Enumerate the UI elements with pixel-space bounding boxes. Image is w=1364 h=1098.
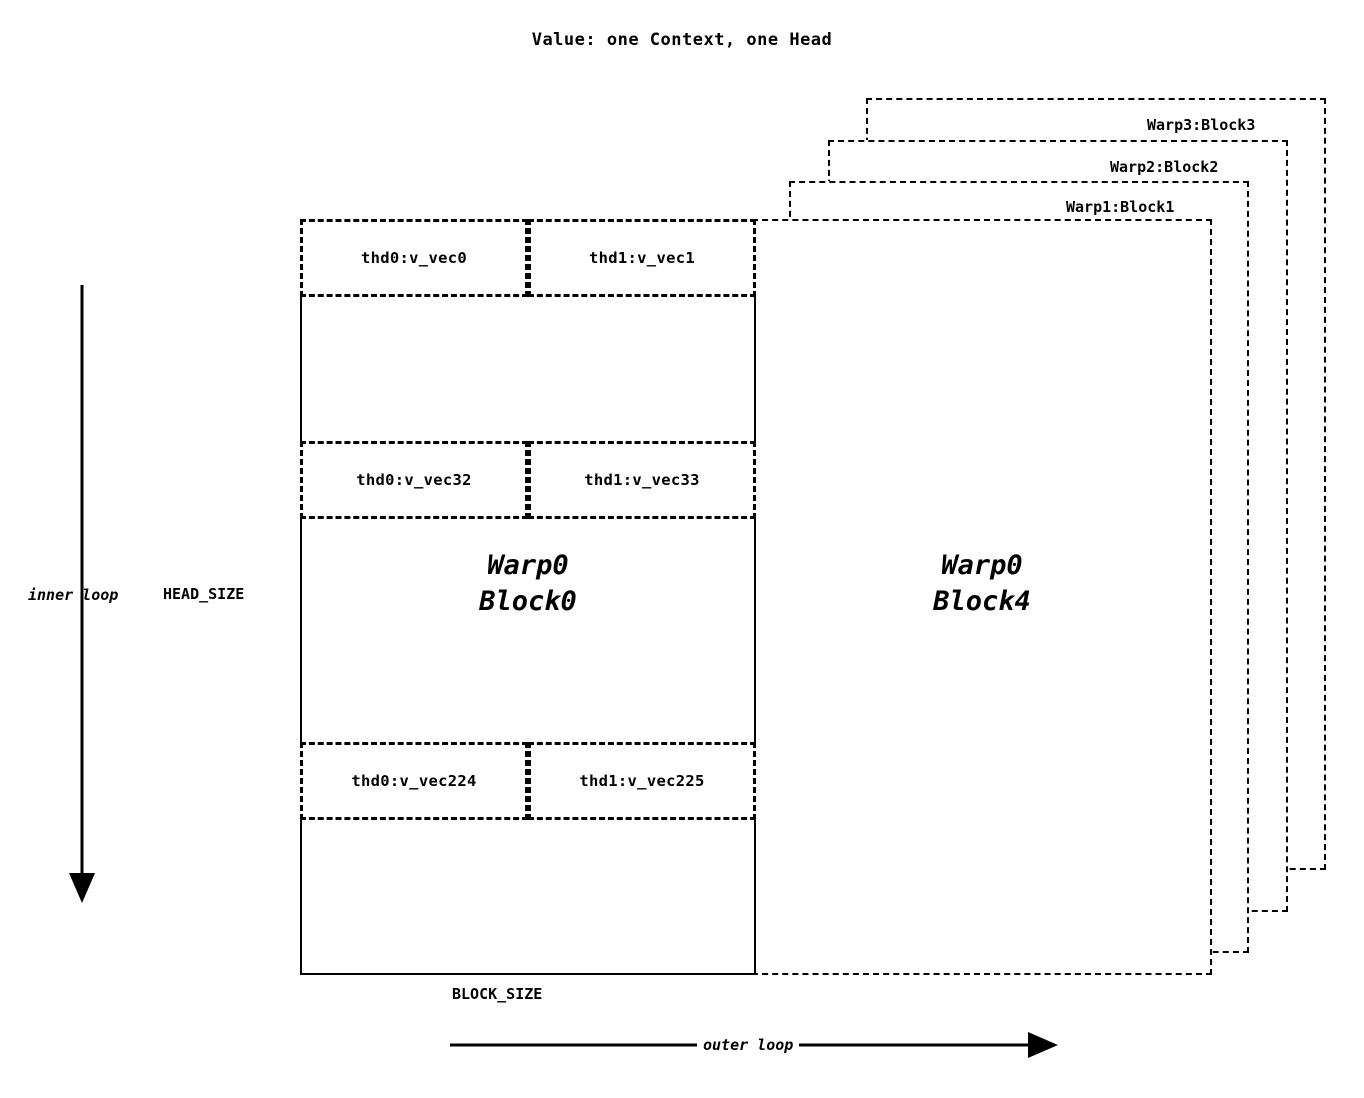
back-block-1-label: Warp1:Block1 <box>1066 198 1175 216</box>
block-size-label: BLOCK_SIZE <box>452 985 543 1003</box>
front-block-warp-label: Warp0 <box>941 550 1023 581</box>
thread-cell: thd1:v_vec1 <box>528 219 756 297</box>
outer-loop-label: outer loop <box>697 1036 799 1054</box>
head-size-label: HEAD_SIZE <box>163 585 245 603</box>
thread-cell: thd0:v_vec0 <box>300 219 528 297</box>
back-block-2-label: Warp2:Block2 <box>1110 158 1219 176</box>
main-block-warp-label: Warp0 <box>487 550 569 581</box>
main-block-block-label: Block0 <box>479 586 577 618</box>
thread-cell: thd1:v_vec225 <box>528 742 756 820</box>
main-block-0-label <box>300 548 756 621</box>
thread-cell: thd0:v_vec32 <box>300 441 528 519</box>
front-block-block-label: Block4 <box>933 586 1031 618</box>
front-block-4-label <box>752 548 1212 621</box>
thread-cell: thd0:v_vec224 <box>300 742 528 820</box>
page-title: Value: one Context, one Head <box>531 30 833 50</box>
thread-cell: thd1:v_vec33 <box>528 441 756 519</box>
back-block-3-label: Warp3:Block3 <box>1147 116 1256 134</box>
inner-loop-label: inner loop <box>28 586 119 604</box>
